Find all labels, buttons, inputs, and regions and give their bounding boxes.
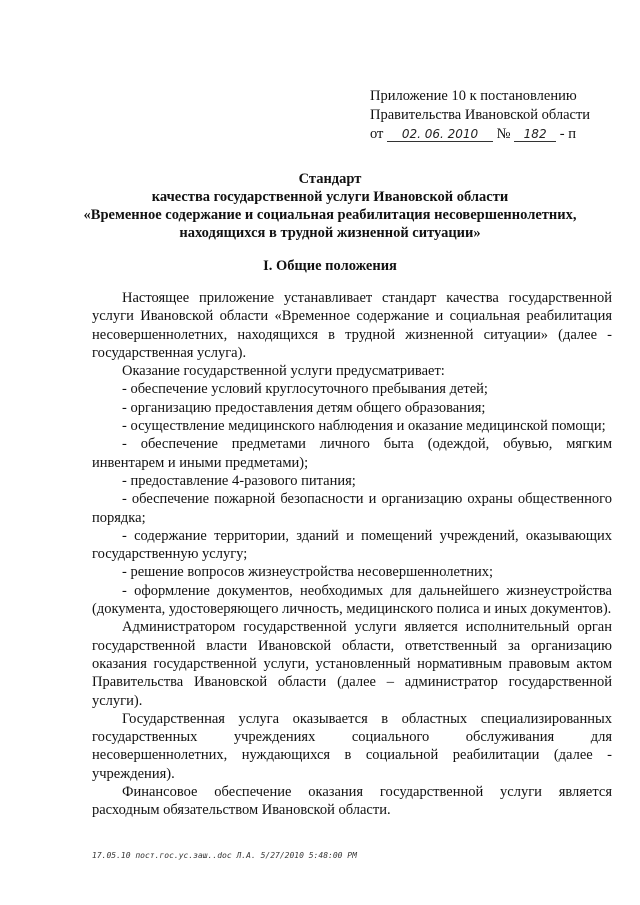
title-line-1: Стандарт [298, 171, 362, 187]
paragraph: Администратором государственной услуги является исполнительный орган государственной власти Ивановской области, ответственный за организацию оказания государственной услуги, установленный нормативным правовым актом Правительства Ивановской области (далее – администратор государственной услуги). [92, 619, 612, 709]
from-label: от [370, 126, 384, 142]
title-line-2: качества государственной услуги Ивановской области [151, 189, 509, 205]
list-item: - обеспечение пожарной безопасности и организацию охраны общественного порядка; [92, 491, 612, 526]
file-footer: 17.05.10 пост.гос.ус.заш..doc Л.А. 5/27/2010 5:48:00 PM [92, 851, 357, 860]
list-item: - предоставление 4-разового питания; [122, 472, 356, 489]
list-item: - обеспечение предметами личного быта (одеждой, обувью, мягким инвентарем и иными предметами); [92, 436, 612, 471]
list-item: - организацию предоставления детям общего образования; [122, 399, 486, 416]
title-line-3: «Временное содержание и социальная реабилитация несовершеннолетних, [83, 207, 577, 223]
handwritten-date: 02. 06. 2010 [387, 127, 493, 142]
list-item: - обеспечение условий круглосуточного пребывания детей; [122, 381, 488, 398]
header-line-1: Приложение 10 к постановлению [370, 88, 577, 104]
paragraph: Настоящее приложение устанавливает стандарт качества государственной услуги Ивановской области «Временное содержание и социальная реабилитация несовершеннолетних, находящихся в трудной жизненной ситуации» (далее - государственная услуга). [92, 290, 612, 361]
list-item: - осуществление медицинского наблюдения и оказание медицинской помощи; [122, 418, 606, 435]
document-title [70, 170, 590, 242]
list-item: - оформление документов, необходимых для дальнейшего жизнеустройства (документа, удостоверяющего личность, медицинского полиса и иных документов). [92, 582, 612, 618]
header-line-2: Правительства Ивановской области [370, 107, 591, 123]
handwritten-number: 182 [514, 127, 556, 142]
paragraph: Государственная услуга оказывается в областных специализированных государственных учреждениях социального обслуживания для несовершеннолетних, нуждающихся в социальной реабилитации (далее - учреждения). [92, 710, 612, 782]
header-line-3 [370, 125, 610, 144]
list-item: - решение вопросов жизнеустройства несовершеннолетних; [122, 564, 494, 581]
document-body [92, 289, 612, 820]
paragraph: Финансовое обеспечение оказания государственной услуги является расходным обязательством Ивановской области. [92, 784, 612, 819]
list-item: - содержание территории, зданий и помещений учреждений, оказывающих государственную услугу; [92, 527, 612, 563]
section-heading: I. Общие положения [263, 258, 397, 274]
number-suffix: - п [559, 126, 576, 142]
number-label: № [496, 126, 511, 142]
appendix-header [370, 87, 610, 144]
title-line-4: находящихся в трудной жизненной ситуации» [179, 225, 481, 241]
paragraph: Оказание государственной услуги предусматривает: [122, 363, 445, 380]
